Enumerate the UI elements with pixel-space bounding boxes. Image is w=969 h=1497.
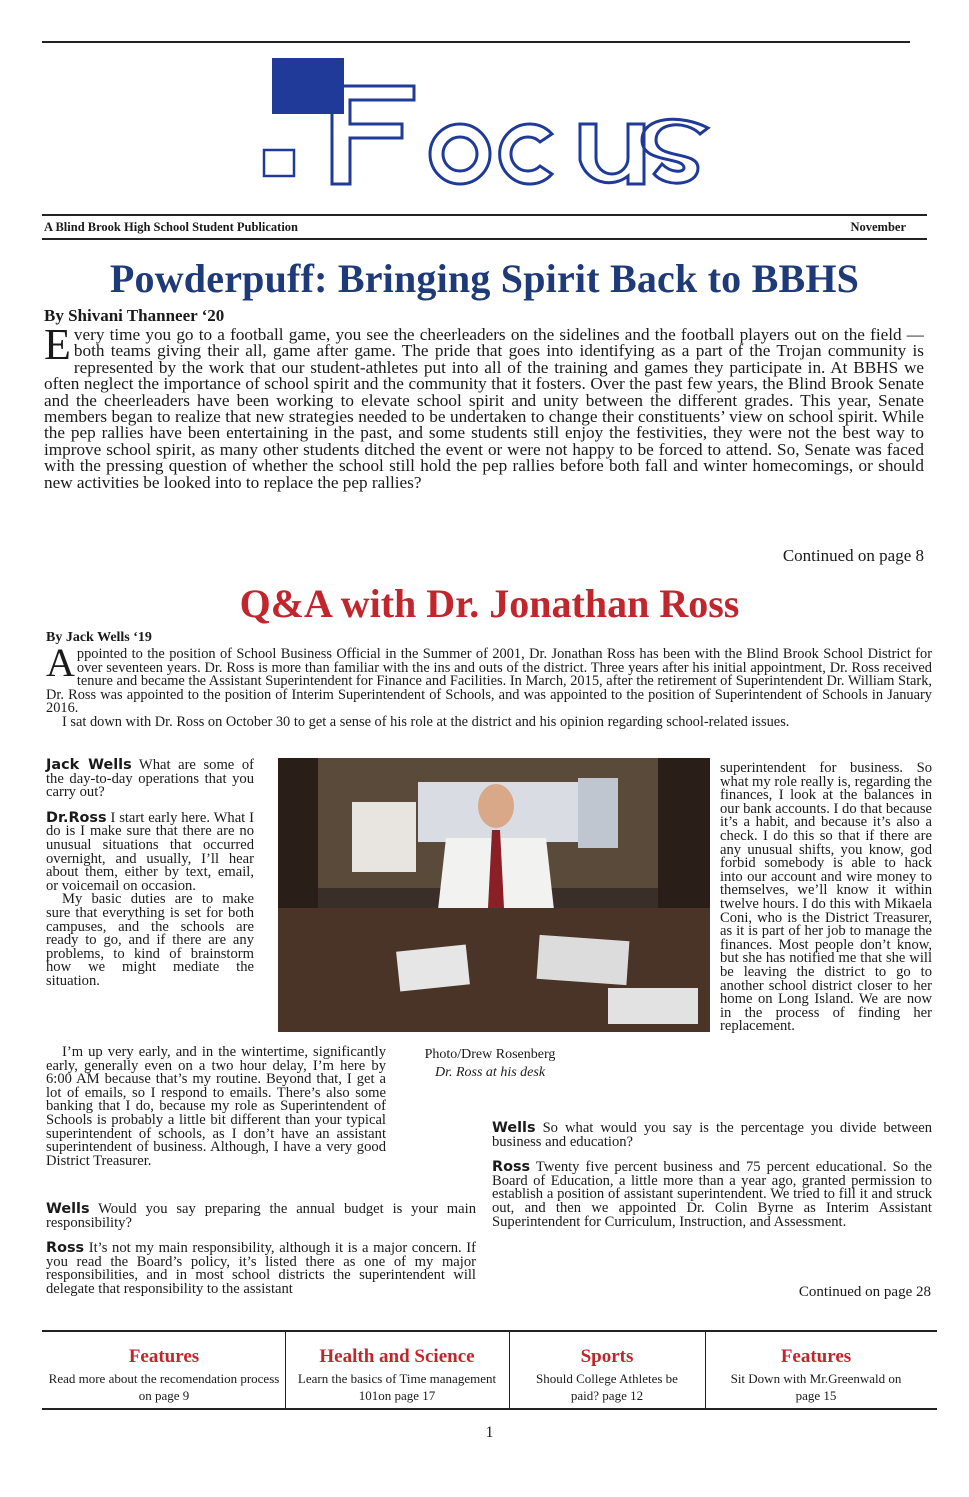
photo-credit: Photo/Drew Rosenberg xyxy=(424,1047,556,1062)
qa-lower-right xyxy=(492,1122,932,1229)
footer-divider xyxy=(285,1332,286,1410)
teaser-section: Features xyxy=(128,1346,200,1367)
answer-text: My basic duties are to make sure that everything is set for both campuses, and the schools are ready to go, and if there are any problems, to kind of brainstorm how we might mediate the situation. xyxy=(46,891,254,989)
answer-text: superintendent for business. So what my role really is, regarding the finances, I look at the balances in our bank accounts. I do that because it’s a habit, and because it’s also a check. I do this so that if there are any unusual shifts, you know, god forbid somebody is able to hack into our account and wire money to themselves, we’ll know it within twelve hours. I do this with Mikaela Coni, who is the District Treasurer, as it is part of her job to manage the finances. Most people don’t know, but she has notified me that she will be leaving the district to go to another school district closer to her home on Long Island. We are now in the process of finding her replacement. xyxy=(720,760,932,1035)
speaker-label: Wells xyxy=(46,1201,90,1217)
page-number: 1 xyxy=(485,1424,494,1441)
teaser-desc: Sit Down with Mr.Greenwald on page 15 xyxy=(730,1371,902,1403)
teaser-section: Features xyxy=(780,1346,852,1367)
teaser-features-1[interactable] xyxy=(46,1346,282,1404)
footer-divider xyxy=(705,1332,706,1410)
speaker-label: Jack Wells xyxy=(46,757,132,773)
footer-bottom-rule xyxy=(42,1408,937,1410)
article1-text: very time you go to a football game, you see the cheerleaders on the sidelines and the football players out on the field — both teams giving their all, game after game. The pride that goes into identifying as a part of the Trojan community is represented by the work that our student-athletes put into all of the training and games they participate in. At BBHS we often neglect the importance of school spirit and the community that it fosters. Over the past few years, the Blind Brook Senate and the cheerleaders have been working to elevate school spirit and unity between the different grades. This year, Senate members began to realize that new strategies needed to be undertaken to change their constituents’ view on school spirit. While the pep rallies have been entertaining in the past, and some students still enjoy the festivities, they were not the best way to improve school spirit, as many other students ditched the event or were not happy to be forced to attend. So, Senate was faced with the pressing question of whether the school still hold the pep rallies before both fall and winter homecomings, or should new activities be looked into to replace the pep rallies? xyxy=(44,325,924,492)
question-text: Would you say preparing the annual budget is your main responsibility? xyxy=(46,1201,476,1231)
speaker-label: Wells xyxy=(492,1120,536,1136)
continued-link-article1[interactable]: Continued on page 8 xyxy=(782,546,924,565)
dropcap: E xyxy=(44,320,71,369)
headline-powderpuff: Powderpuff: Bringing Spirit Back to BBHS xyxy=(109,256,860,301)
publication-name: A Blind Brook High School Student Publication xyxy=(44,220,299,234)
teaser-desc: Learn the basics of Time management 101on page 17 xyxy=(297,1371,497,1403)
teaser-section: Health and Science xyxy=(319,1346,475,1367)
dropcap: A xyxy=(46,640,75,685)
article2-intro xyxy=(46,640,932,730)
teaser-section: Sports xyxy=(580,1346,634,1367)
ross-photo xyxy=(278,758,710,1032)
issue-month: November xyxy=(850,220,906,234)
speaker-label: Ross xyxy=(46,1240,85,1257)
answer-text: I start early here. What I do is I make sure that there are no unusual situations that occurred overnight, and usually, I’ll hear about them, either by text, email, or voicemail on occasion. xyxy=(46,809,254,894)
intro-text-2: I sat down with Dr. Ross on October 30 to get a sense of his role at the district and his opinion regarding school-related issues. xyxy=(62,713,790,730)
headline-qa-ross: Q&A with Dr. Jonathan Ross xyxy=(239,581,740,626)
publine-bottom-rule xyxy=(42,238,927,240)
qa-column-left xyxy=(46,759,254,989)
footer-top-rule xyxy=(42,1330,937,1332)
top-rule xyxy=(42,41,910,43)
answer-text: I’m up very early, and in the wintertime, significantly early, generally even on a two hour delay, I’m here by 6:00 AM because that’s my routine. Beyond that, I get a lot of emails, so I respond to emails. There’s also some banking that I do, because my role as Superintendent of Schools is probably a little bit different than your typical superintendent of schools, as I don’t have an assistant superintendent of business. Although, I have a very good District Treasurer. xyxy=(46,1044,386,1169)
teaser-desc: Should College Athletes be paid? page 12 xyxy=(536,1371,678,1403)
continued-link-article2[interactable]: Continued on page 28 xyxy=(798,1284,931,1300)
teaser-sports[interactable] xyxy=(512,1346,702,1404)
answer-text: It’s not my main responsibility, although it is a major concern. If you read the Board’s policy, it’s listed there as one of my major responsibilities, and in most school districts the superintendent will delegate that responsibility to the assistant xyxy=(46,1240,476,1297)
qa-column-right xyxy=(720,762,932,1034)
question-text: So what would you say is the percentage you divide between business and education? xyxy=(492,1120,932,1150)
publication-line xyxy=(44,220,906,235)
answer-text: Twenty five percent business and 75 percent educational. So the Board of Education, a little more than a year ago, granted permission to establish a position of assistant superintendent. We tried to fill it and struck out, and then we appointed Dr. Colin Byrne as Interim Assistant Superintendent for Curriculum, Instruction, and Assessment. xyxy=(492,1159,932,1230)
question-text: What are some of the day-to-day operations that you carry out? xyxy=(46,757,254,801)
focus-logo-graphic xyxy=(262,56,712,196)
teaser-desc: Read more about the recomendation process on page 9 xyxy=(48,1371,280,1403)
speaker-label: Ross xyxy=(492,1159,531,1176)
photo-caption: Dr. Ross at his desk xyxy=(434,1065,546,1080)
article1-body xyxy=(44,320,924,492)
publine-top-rule xyxy=(42,214,927,216)
footer-divider xyxy=(509,1332,510,1410)
byline-article1: By Shivani Thanneer ‘20 xyxy=(44,306,225,325)
byline-article2: By Jack Wells ‘19 xyxy=(46,630,152,645)
teaser-features-2[interactable] xyxy=(708,1346,924,1404)
intro-text: ppointed to the position of School Business Official in the Summer of 2001, Dr. Jonathan Ross has been with the Blind Brook School District for over seventeen years. Dr. Ross is more than familiar with the ins and outs of the district. Three years after his initial appointment, Dr. Ross received tenure and became the Assistant Superintendent for Finance and Facilities. In March, 2015, after the retirement of Superintendent Dr. William Stark, Dr. Ross was appointed to the position of Interim Superintendent of Schools, and was appointed to the position of Superintendent of Schools in January 2016. xyxy=(46,646,932,717)
qa-lower-left-2 xyxy=(46,1203,476,1297)
photo-illustration xyxy=(278,758,710,1032)
teaser-health-science[interactable] xyxy=(288,1346,506,1404)
speaker-label: Dr.Ross xyxy=(46,809,107,826)
focus-logo xyxy=(262,56,712,196)
qa-lower-left xyxy=(46,1046,476,1168)
